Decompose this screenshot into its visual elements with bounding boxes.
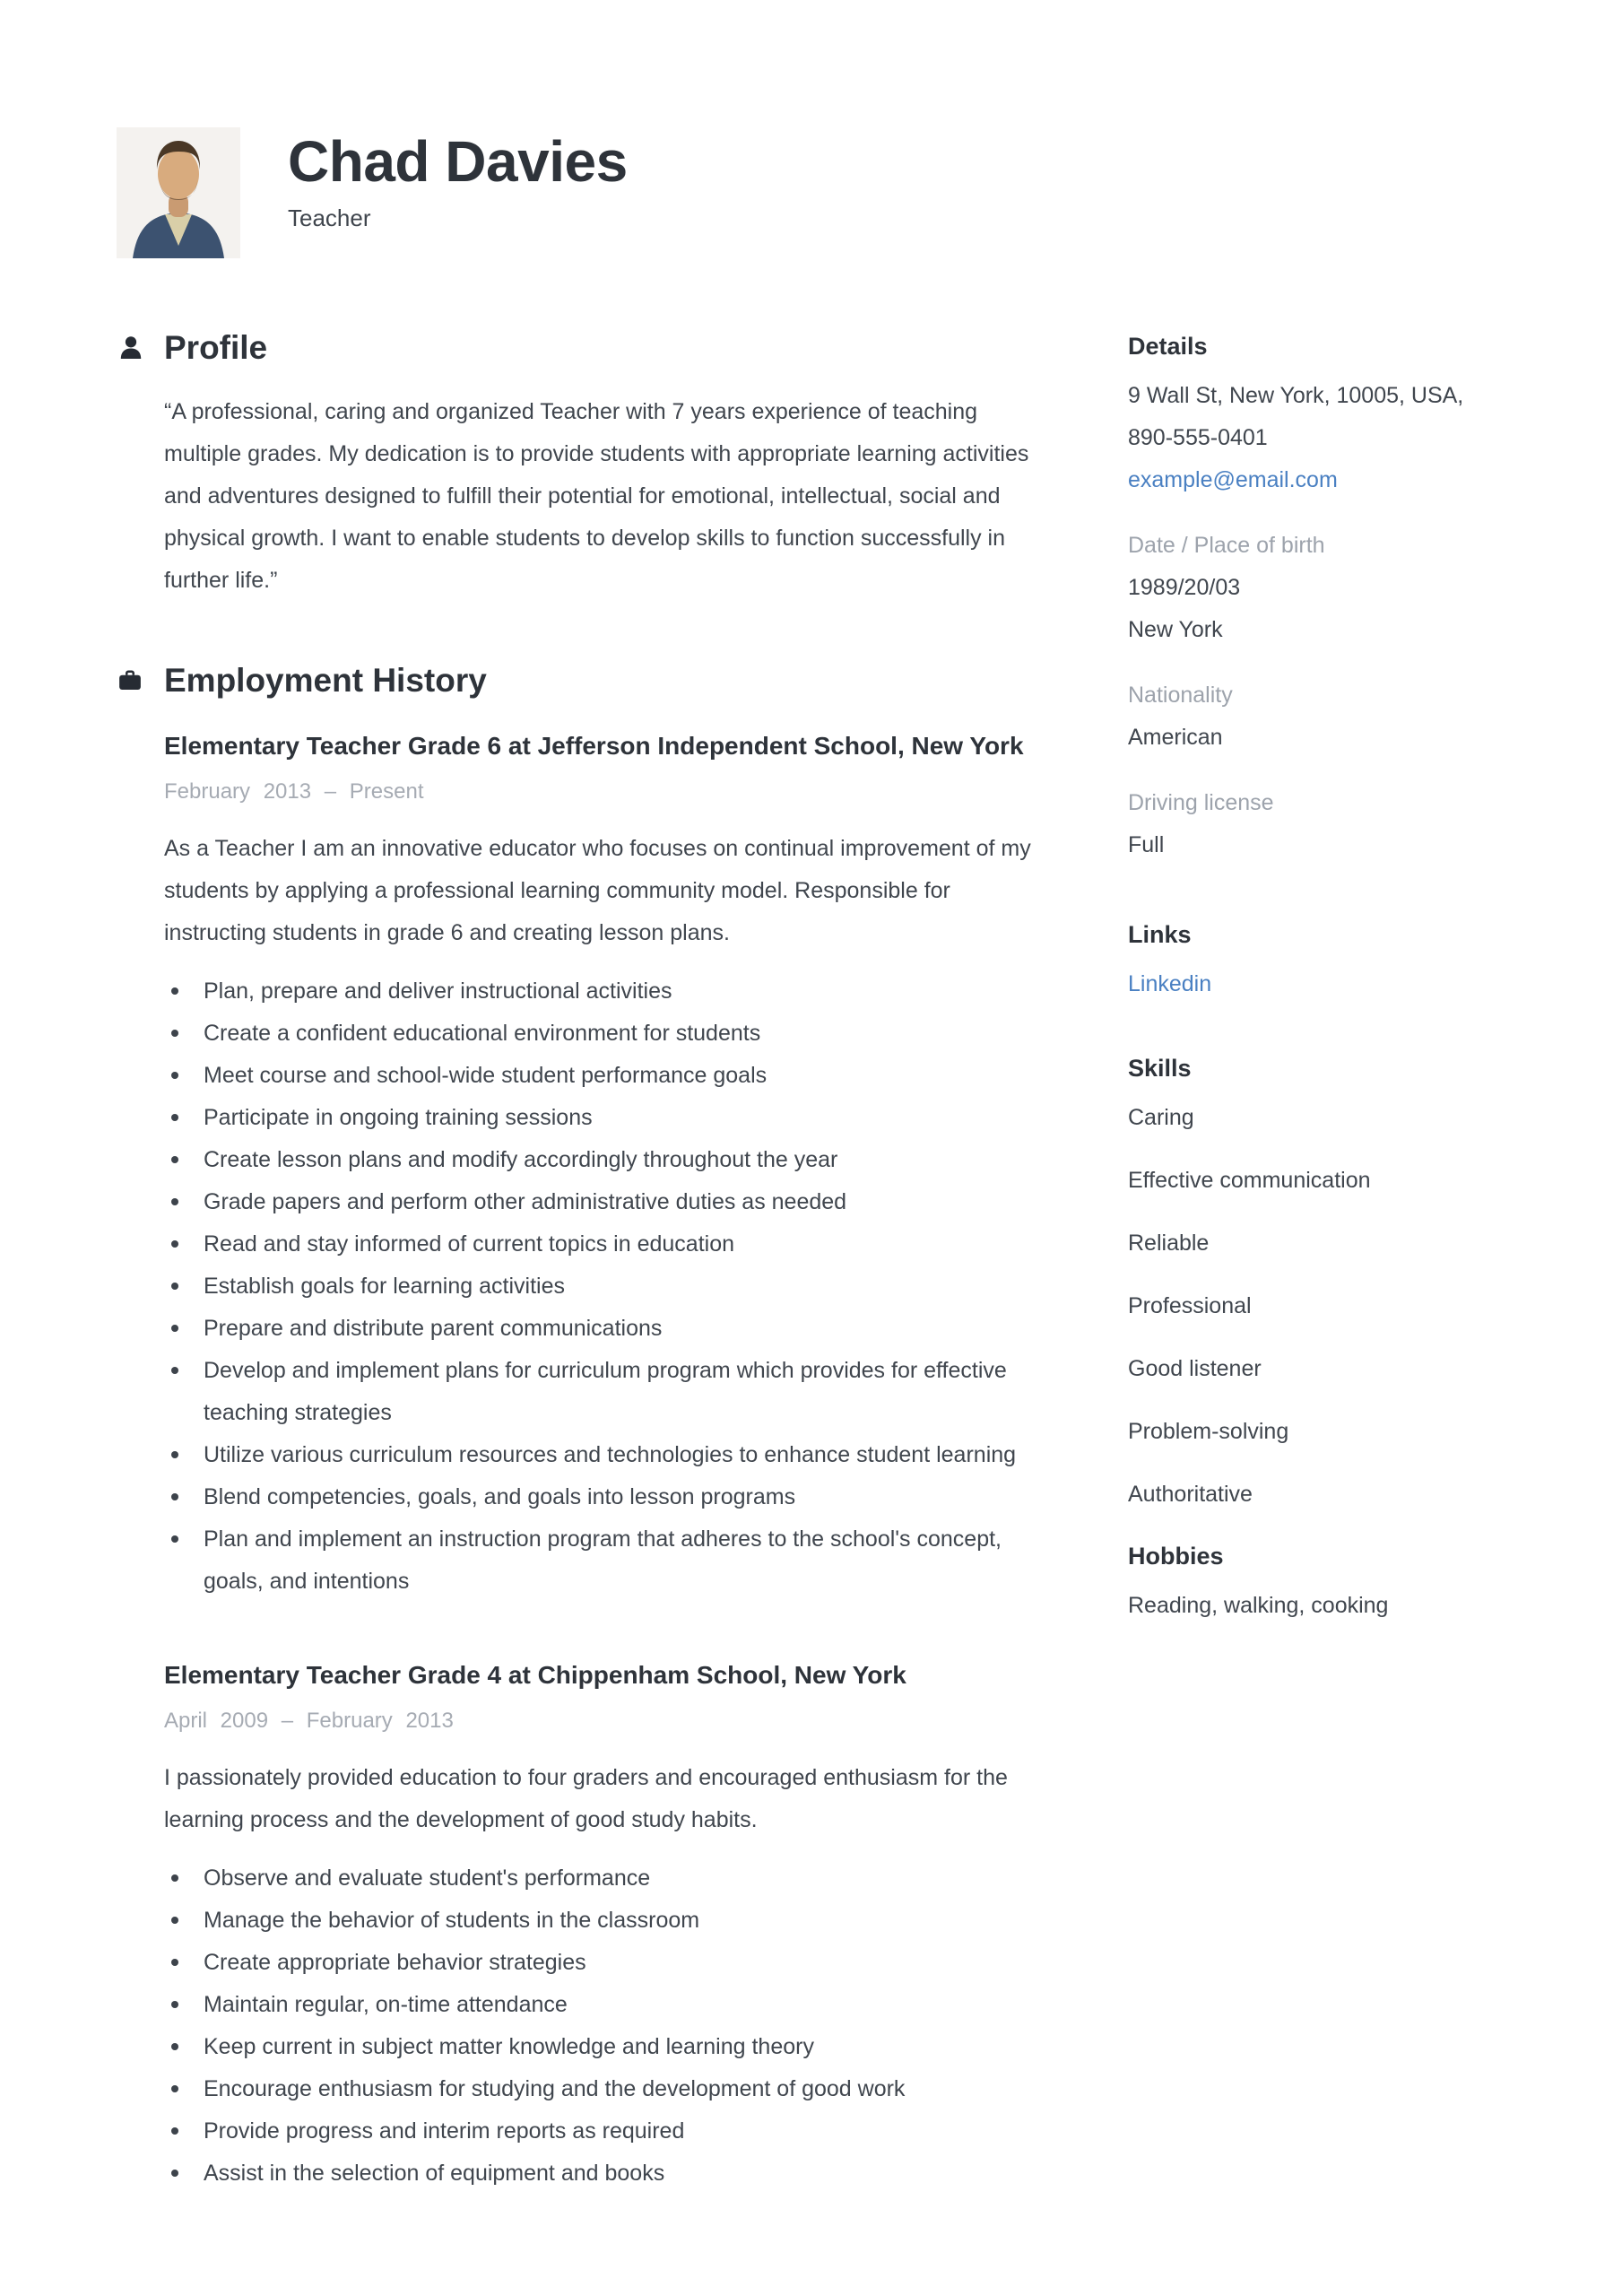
person-icon	[117, 334, 147, 362]
skills-heading: Skills	[1128, 1055, 1192, 1082]
bullet-item: Utilize various curriculum resources and technologies to enhance student learning	[164, 1434, 1042, 1476]
bullet-item: Blend competencies, goals, and goals into lesson programs	[164, 1476, 1042, 1518]
employment-section	[117, 659, 1069, 2195]
employment-section-header	[117, 659, 1069, 702]
candidate-job-title: Teacher	[288, 204, 371, 231]
profile-photo-image	[117, 127, 240, 258]
links-section	[1128, 915, 1514, 1005]
skill-item: Authoritative	[1128, 1482, 1253, 1507]
profile-section-header	[117, 326, 1069, 370]
job-summary: I passionately provided education to four graders and encouraged enthusiasm for the learning process and the development of good study habits.	[164, 1765, 1008, 1832]
bullet-item: Establish goals for learning activities	[164, 1265, 1042, 1308]
job-summary: As a Teacher I am an innovative educator who focuses on continual improvement of my students by applying a professional learning community model. Responsible for instructing students in grade 6 and creating lesson plans.	[164, 836, 1031, 945]
nationality-label: Nationality	[1128, 683, 1233, 708]
job-bullet-list	[164, 1857, 1069, 2195]
profile-heading: Profile	[164, 329, 268, 366]
bullet-item: Maintain regular, on-time attendance	[164, 1984, 1042, 2026]
nationality-value: American	[1128, 725, 1223, 750]
sidebar	[1128, 326, 1514, 1627]
briefcase-icon	[117, 667, 147, 694]
bullet-item: Create a confident educational environment for students	[164, 1013, 1042, 1055]
birth-label: Date / Place of birth	[1128, 533, 1325, 558]
skills-section	[1128, 1048, 1514, 1516]
details-heading: Details	[1128, 333, 1208, 360]
job-title: Elementary Teacher Grade 4 at Chippenham School, New York	[164, 1661, 906, 1689]
bullet-item: Plan, prepare and deliver instructional activities	[164, 970, 1042, 1013]
job-bullet-list	[164, 970, 1069, 1603]
skill-item: Effective communication	[1128, 1168, 1371, 1193]
job-title: Elementary Teacher Grade 6 at Jefferson Independent School, New York	[164, 732, 1024, 760]
job-dates: April 2009 – February 2013	[164, 1709, 454, 1733]
identity-block	[288, 127, 628, 232]
job-entry-2	[164, 1653, 1069, 2195]
bullet-item: Grade papers and perform other administrative duties as needed	[164, 1181, 1042, 1223]
bullet-item: Prepare and distribute parent communications	[164, 1308, 1042, 1350]
job-entry-1	[164, 724, 1069, 1603]
address: 9 Wall St, New York, 10005, USA,	[1128, 383, 1464, 408]
linkedin-link[interactable]: Linkedin	[1128, 971, 1212, 996]
main-column	[117, 326, 1069, 2245]
skill-item: Professional	[1128, 1293, 1252, 1318]
skill-item: Good listener	[1128, 1356, 1262, 1381]
bullet-item: Create lesson plans and modify accordingly throughout the year	[164, 1139, 1042, 1181]
bullet-item: Assist in the selection of equipment and books	[164, 2152, 1042, 2195]
skill-item: Problem-solving	[1128, 1419, 1289, 1444]
bullet-item: Participate in ongoing training sessions	[164, 1097, 1042, 1139]
birth-place: New York	[1128, 617, 1223, 642]
hobbies-text: Reading, walking, cooking	[1128, 1593, 1389, 1618]
links-heading: Links	[1128, 921, 1192, 948]
content-columns	[117, 326, 1622, 2245]
header	[117, 127, 1622, 258]
profile-photo	[117, 127, 240, 258]
driving-license-value: Full	[1128, 832, 1165, 857]
details-section	[1128, 326, 1514, 866]
email-link[interactable]: example@email.com	[1128, 467, 1338, 492]
job-dates: February 2013 – Present	[164, 779, 424, 804]
bullet-item: Keep current in subject matter knowledge and learning theory	[164, 2026, 1042, 2068]
bullet-item: Develop and implement plans for curriculum program which provides for effective teaching strategies	[164, 1350, 1042, 1434]
profile-text: “A professional, caring and organized Teacher with 7 years experience of teaching multiple grades. My dedication is to provide students with appropriate learning activities and adventures designed to fulfill their potential for emotional, intellectual, social and physical growth. I want to enable students to develop skills to function successfully in further life.”	[164, 399, 1029, 593]
bullet-item: Encourage enthusiasm for studying and the development of good work	[164, 2068, 1042, 2110]
bullet-item: Read and stay informed of current topics in education	[164, 1223, 1042, 1265]
bullet-item: Observe and evaluate student's performance	[164, 1857, 1042, 1900]
hobbies-section	[1128, 1536, 1514, 1627]
hobbies-heading: Hobbies	[1128, 1543, 1224, 1570]
driving-license-label: Driving license	[1128, 790, 1274, 815]
bullet-item: Create appropriate behavior strategies	[164, 1942, 1042, 1984]
birth-date: 1989/20/03	[1128, 575, 1241, 600]
skill-item: Caring	[1128, 1105, 1194, 1130]
profile-section	[117, 326, 1069, 602]
bullet-item: Manage the behavior of students in the classroom	[164, 1900, 1042, 1942]
phone: 890-555-0401	[1128, 425, 1268, 450]
employment-heading: Employment History	[164, 662, 487, 699]
skill-item: Reliable	[1128, 1231, 1210, 1256]
bullet-item: Plan and implement an instruction program that adheres to the school's concept, goals, and intentions	[164, 1518, 1042, 1603]
bullet-item: Provide progress and interim reports as required	[164, 2110, 1042, 2152]
candidate-name: Chad Davies	[288, 129, 628, 194]
bullet-item: Meet course and school-wide student performance goals	[164, 1055, 1042, 1097]
